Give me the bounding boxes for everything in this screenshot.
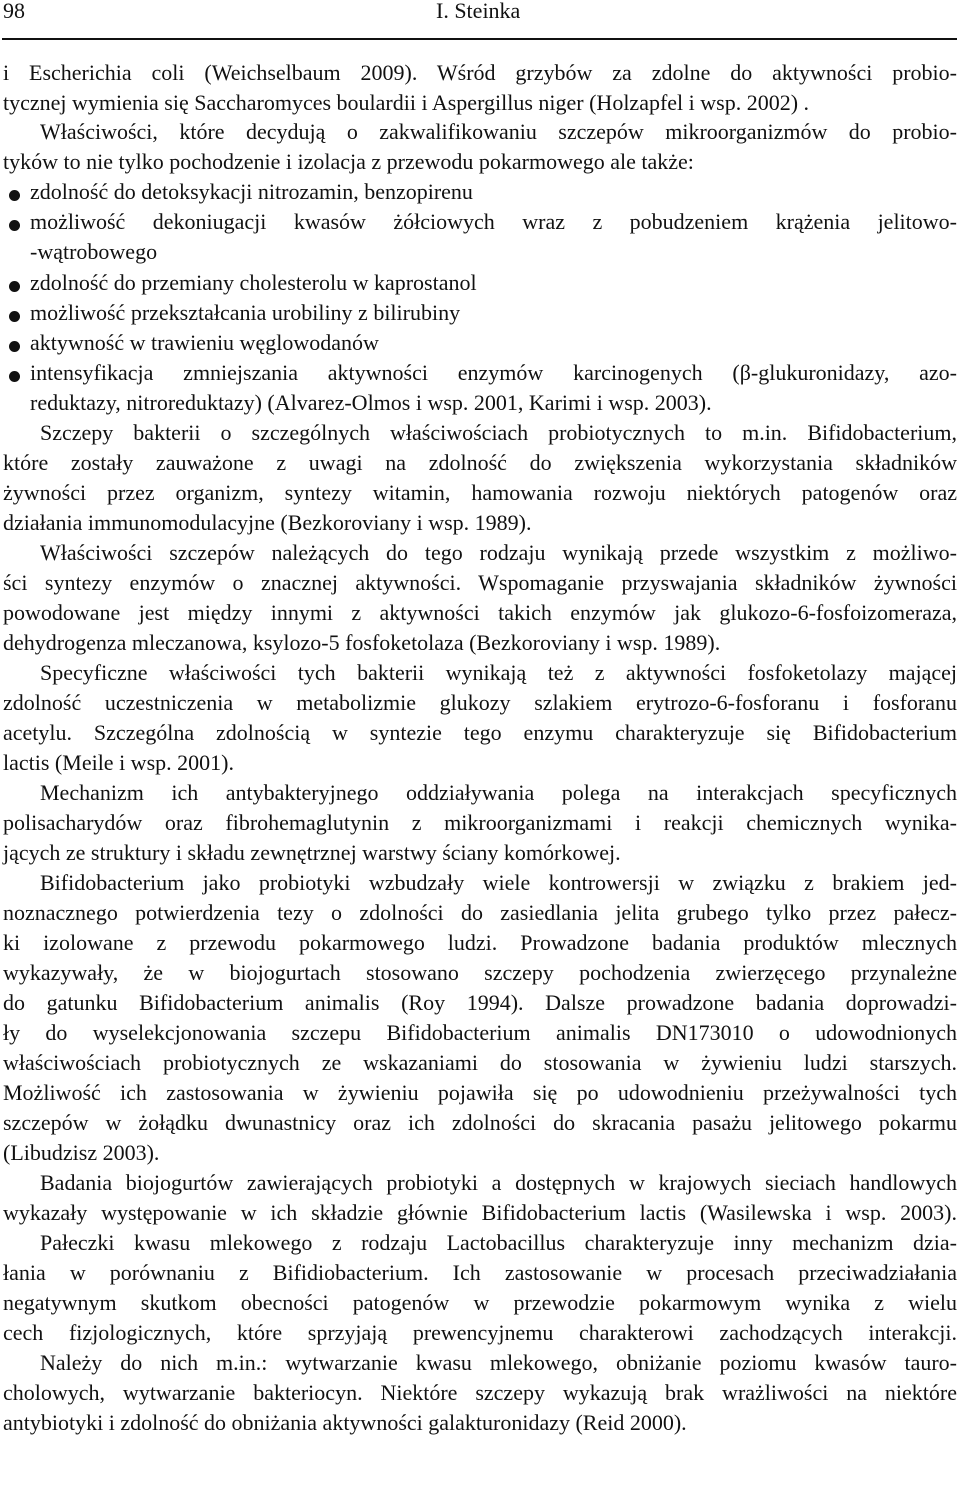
- text-line: tycznej wymienia się Saccharomyces boulardii i Aspergillus niger (Holzapfel i wsp. 2002) .: [3, 90, 810, 115]
- text-line: działania immunomodulacyjne (Bezkoroviany i wsp. 1989).: [3, 510, 532, 535]
- text-line: ki izolowane z przewodu pokarmowego ludzi. Prowadzone badania produktów mlecznych: [3, 930, 957, 955]
- text-line: Możliwość ich zastosowania w żywieniu pojawiła się po udowodnieniu przeżywalności tych: [3, 1080, 957, 1105]
- text-line: żywności przez organizm, syntezy witamin, hamowania rozwoju niektórych patogenów oraz: [3, 480, 957, 505]
- text-line: cholowych, wytwarzanie bakteriocyn. Niektóre szczepy wykazują brak wrażliwości na niektóre: [3, 1380, 957, 1405]
- text-line: polisacharydów oraz fibrohemaglutynin z mikroorganizmami i reakcji chemicznych wynika-: [3, 810, 957, 835]
- header-rule: [2, 38, 957, 40]
- text-line: -wątrobowego: [30, 239, 158, 264]
- page-number: 98: [3, 0, 25, 23]
- text-line: zdolność uczestniczenia w metabolizmie glukozy szlakiem erytrozo-6-fosforanu i fosforanu: [3, 690, 957, 715]
- bullet-icon: [9, 371, 20, 382]
- text-line: Bifidobacterium jako probiotyki wzbudzały wiele kontrowersji w związku z brakiem jed-: [40, 870, 957, 895]
- text-line: Mechanizm ich antybakteryjnego oddziaływania polega na interakcjach specyficznych: [40, 780, 957, 805]
- text-line: acetylu. Szczególna zdolnością w syntezie tego enzymu charakteryzuje się Bifidobacterium: [3, 720, 957, 745]
- text-line: Szczepy bakterii o szczególnych właściwościach probiotycznych to m.in. Bifidobacterium,: [40, 420, 957, 445]
- text-line: (Libudzisz 2003).: [3, 1140, 160, 1165]
- text-line: tyków to nie tylko pochodzenie i izolacja z przewodu pokarmowego ale także:: [3, 149, 694, 174]
- text-line: negatywnym skutkom obecności patogenów w przewodzie pokarmowym wynika z wielu: [3, 1290, 957, 1315]
- text-line: antybiotyki i zdolność do obniżania aktywności galakturonidazy (Reid 2000).: [3, 1410, 687, 1435]
- text-line: Specyficzne właściwości tych bakterii wynikają też z aktywności fosfoketolazy mającej: [40, 660, 957, 685]
- bullet-item-text: możliwość dekoniugacji kwasów żółciowych wraz z pobudzeniem krążenia jelitowo-: [30, 209, 957, 234]
- text-line: jących ze struktury i składu zewnętrznej warstwy ściany komórkowej.: [3, 840, 621, 865]
- bullet-icon: [9, 190, 20, 201]
- text-line: Badania biojogurtów zawierających probiotyki a dostępnych w krajowych sieciach handlowych: [40, 1170, 957, 1195]
- text-line: Pałeczki kwasu mlekowego z rodzaju Lactobacillus charakteryzuje inny mechanizm dzia-: [40, 1230, 957, 1255]
- text-line: wykazały występowanie w ich składzie głównie Bifidobacterium lactis (Wasilewska i wsp. 2003).: [3, 1200, 957, 1225]
- bullet-item-text: zdolność do detoksykacji nitrozamin, benzopirenu: [30, 179, 473, 204]
- text-line: właściwościach probiotycznych ze wskazaniami do stosowania w żywieniu ludzi starszych.: [3, 1050, 957, 1075]
- text-line: Właściwości, które decydują o zakwalifikowaniu szczepów mikroorganizmów do probio-: [40, 119, 957, 144]
- text-line: lactis (Meile i wsp. 2001).: [3, 750, 234, 775]
- text-line: Należy do nich m.in.: wytwarzanie kwasu mlekowego, obniżanie poziomu kwasów tauro-: [40, 1350, 957, 1375]
- text-line: łania w porównaniu z Bifidiobacterium. Ich zastosowanie w procesach przeciwadziałania: [3, 1260, 957, 1285]
- bullet-item-text: zdolność do przemiany cholesterolu w kaprostanol: [30, 270, 477, 295]
- bullet-item-text: aktywność w trawieniu węglowodanów: [30, 330, 379, 355]
- text-line: wykazywały, że w biojogurtach stosowano szczepy pochodzenia zwierzęcego przynależne: [3, 960, 957, 985]
- text-line: ści syntezy enzymów o znacznej aktywności. Wspomaganie przyswajania składników żywności: [3, 570, 957, 595]
- text-line: ły do wyselekcjonowania szczepu Bifidobacterium animalis DN173010 o udowodnionych: [3, 1020, 957, 1045]
- bullet-item-text: intensyfikacja zmniejszania aktywności enzymów karcinogenych (β-glukuronidazy, azo-: [30, 360, 957, 385]
- text-line: reduktazy, nitroreduktazy) (Alvarez-Olmos i wsp. 2001, Karimi i wsp. 2003).: [30, 390, 712, 415]
- bullet-icon: [9, 220, 20, 231]
- text-line: noznacznego potwierdzenia tezy o zdolności do zasiedlania jelita grubego tylko przez pałecz-: [3, 900, 957, 925]
- text-line: dehydrogenza mleczanowa, ksylozo-5 fosfoketolaza (Bezkoroviany i wsp. 1989).: [3, 630, 721, 655]
- bullet-icon: [9, 311, 20, 322]
- text-line: do gatunku Bifidobacterium animalis (Roy 1994). Dalsze prowadzone badania doprowadzi-: [3, 990, 957, 1015]
- bullet-icon: [9, 281, 20, 292]
- text-line: i Escherichia coli (Weichselbaum 2009). Wśród grzybów za zdolne do aktywności probio-: [3, 60, 957, 85]
- text-line: powodowane jest między innymi z aktywności takich enzymów jak glukozo-6-fosfoizomeraza,: [3, 600, 957, 625]
- bullet-item-text: możliwość przekształcania urobiliny z bilirubiny: [30, 300, 461, 325]
- text-line: które zostały zauważone z uwagi na zdolność do zwiększenia wykorzystania składników: [3, 450, 957, 475]
- bullet-icon: [9, 341, 20, 352]
- text-line: Właściwości szczepów należących do tego rodzaju wynikają przede wszystkim z możliwo-: [40, 540, 957, 565]
- text-line: cech fizjologicznych, które sprzyjają prewencyjnemu charakterowi zachodzących interakcji.: [3, 1320, 957, 1345]
- text-line: szczepów w żołądku dwunastnicy oraz ich zdolności do skracania pasażu jelitowego pokarmu: [3, 1110, 957, 1135]
- running-title: I. Steinka: [436, 0, 521, 23]
